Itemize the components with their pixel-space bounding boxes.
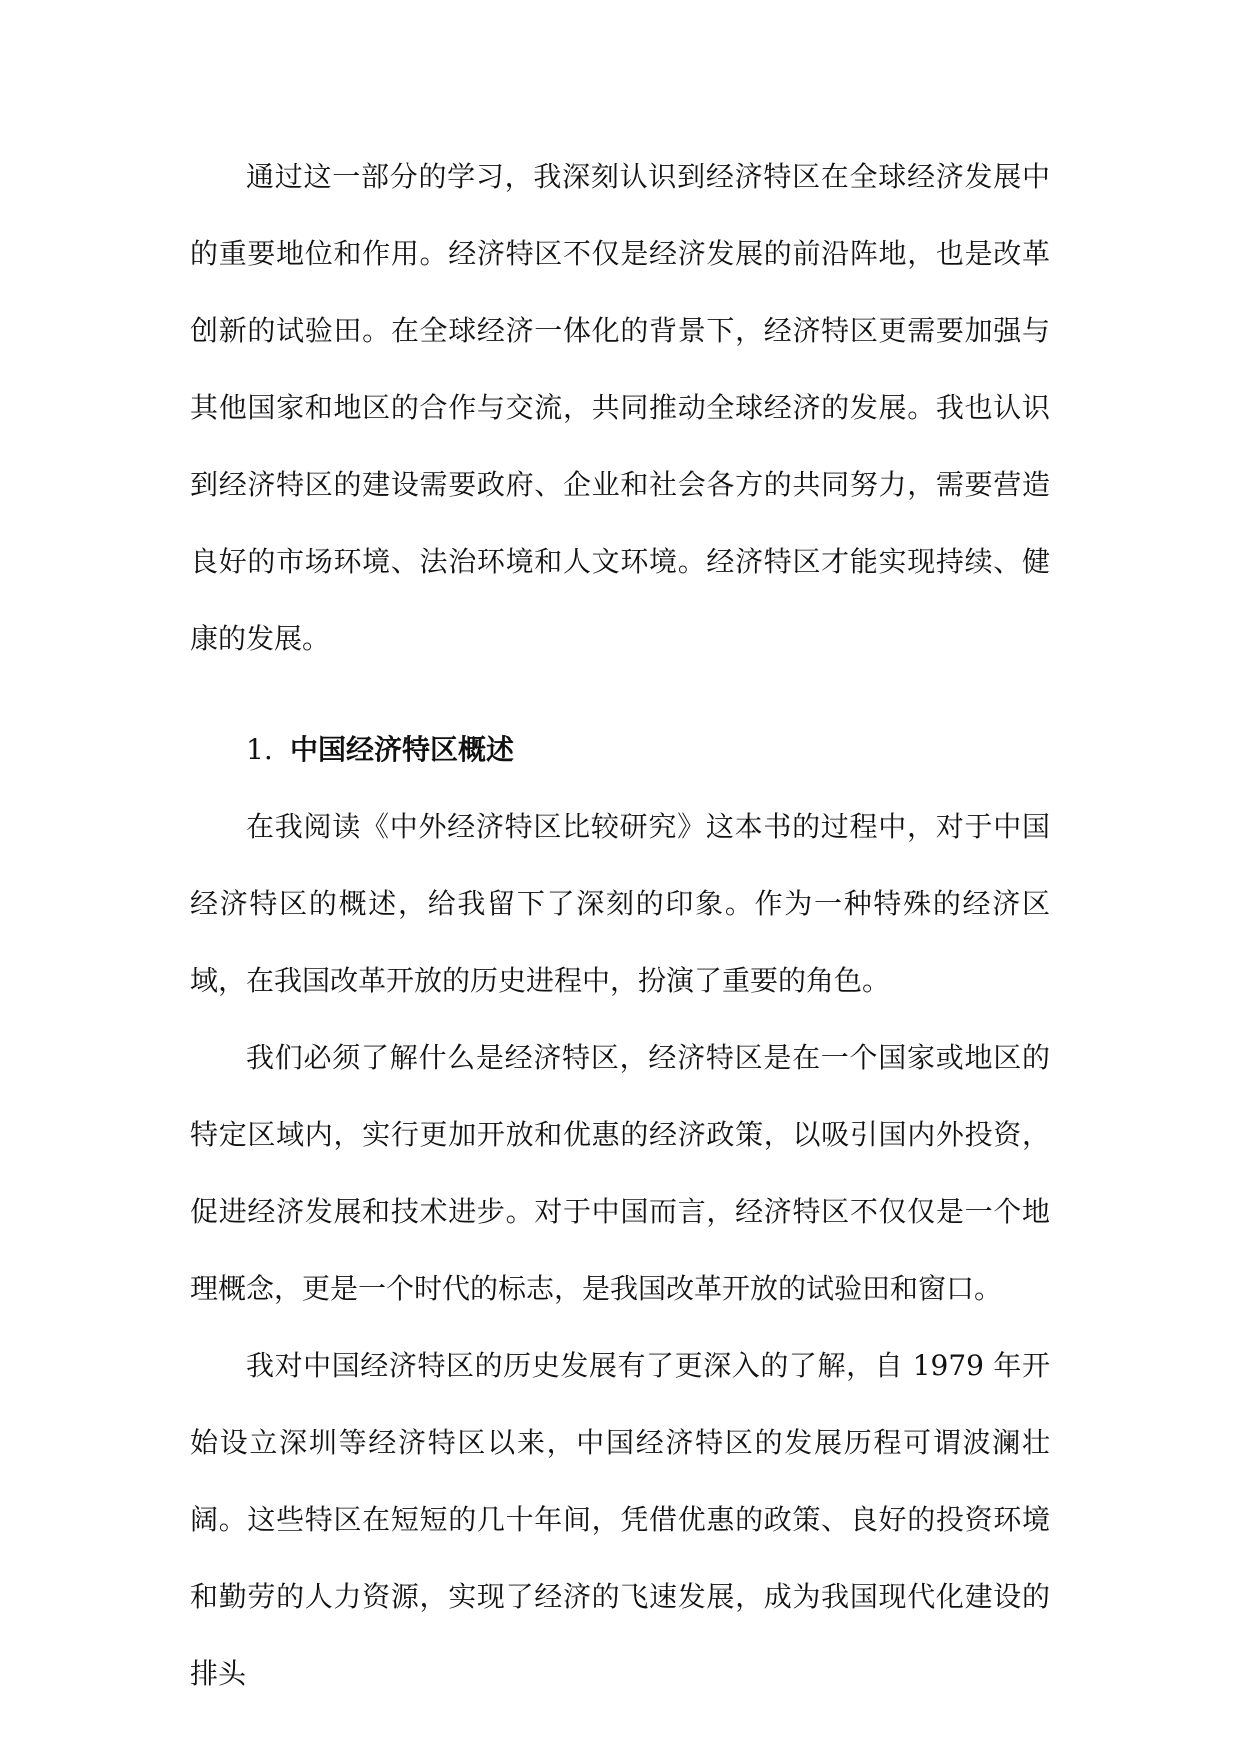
paragraph-1: 通过这一部分的学习，我深刻认识到经济特区在全球经济发展中的重要地位和作用。经济特区不仅是经济发展的前沿阵地，也是改革创新的试验田。在全球经济一体化的背景下，经济特区更需要加强与其他国家和地区的合作与交流，共同推动全球经济的发展。我也认识到经济特区的建设需要政府、企业和社会各方的共同努力，需要营造良好的市场环境、法治环境和人文环境。经济特区才能实现持续、健康的发展。 (190, 160, 1050, 655)
section-heading (190, 711, 1050, 788)
paragraph-3: 我们必须了解什么是经济特区，经济特区是在一个国家或地区的特定区域内，实行更加开放和优惠的经济政策，以吸引国内外投资，促进经济发展和技术进步。对于中国而言，经济特区不仅仅是一个地理概念，更是一个时代的标志，是我国改革开放的试验田和窗口。 (190, 1041, 1050, 1305)
section-number: 1. (246, 733, 273, 766)
paragraph-4: 我对中国经济特区的历史发展有了更深入的了解，自 1979 年开始设立深圳等经济特区以来，中国经济特区的发展历程可谓波澜壮阔。这些特区在短短的几十年间，凭借优惠的政策、良好的投资环境和勤劳的人力资源，实现了经济的飞速发展，成为我国现代化建设的排头 (190, 1349, 1050, 1690)
document-body (190, 138, 1050, 1712)
section-title: 中国经济特区概述 (290, 733, 515, 766)
paragraph-2: 在我阅读《中外经济特区比较研究》这本书的过程中，对于中国经济特区的概述，给我留下了深刻的印象。作为一种特殊的经济区域，在我国改革开放的历史进程中，扮演了重要的角色。 (190, 810, 1050, 997)
